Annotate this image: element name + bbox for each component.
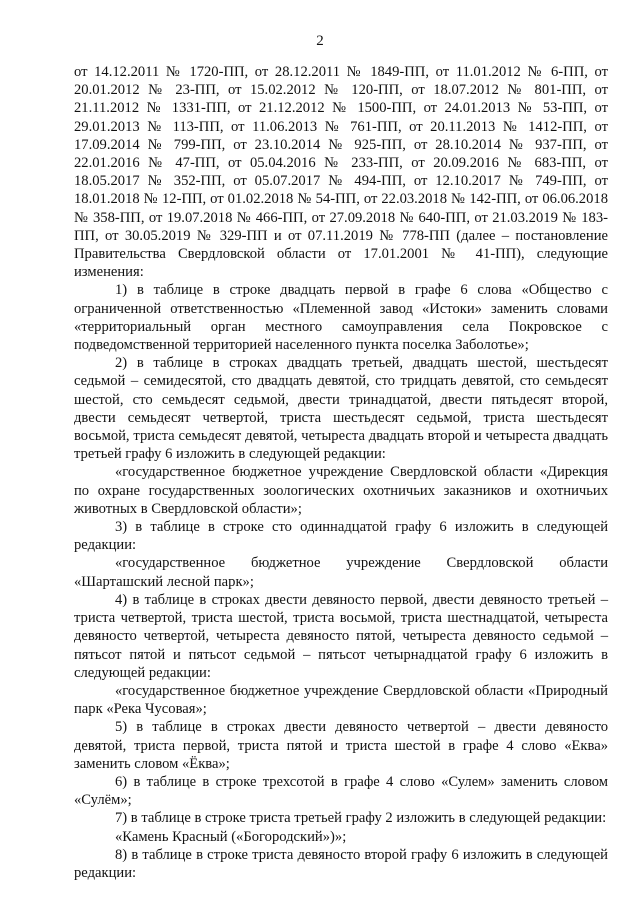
paragraph-item: 2) в таблице в строках двадцать третьей, двадцать шестой, шестьдесят седьмой – семидесятой, сто двадцать девятой, сто тридцать девятой, сто семьдесят шестой, сто семьдесят седьмой, двести тринадцатой, двести пятьдесят второй, двести семьдесят четвертой, триста шестьдесят седьмой, триста шестьдесят восьмой, триста семьдесят девятой, четыреста двадцать второй и четыреста двадцать третьей графу 6 изложить в следующей редакции: <box>74 355 608 463</box>
paragraph-item: 8) в таблице в строке триста девяносто второй графу 6 изложить в следующей редакции: <box>74 846 608 881</box>
paragraph-item: 3) в таблице в строке сто одиннадцатой графу 6 изложить в следующей редакции: <box>74 519 608 554</box>
page-number: 2 <box>316 33 324 49</box>
paragraph-amendments-list: от 14.12.2011 № 1720-ПП, от 28.12.2011 № 1849-ПП, от 11.01.2012 № 6-ПП, от 20.01.2012 № 23-ПП, от 15.02.2012 № 120-ПП, от 18.07.2012 № 801-ПП, от 21.11.2012 № 1331-ПП, от 21.12.2012 № 1500-ПП, от 24.01.2013 № 53-ПП, от 29.01.2013 № 113-ПП, от 11.06.2013 № 761-ПП, от 20.11.2013 № 1412-ПП, от 17.09.2014 № 799-ПП, от 23.10.2014 № 925-ПП, от 28.10.2014 № 937-ПП, от 22.01.2016 № 47-ПП, от 05.04.2016 № 233-ПП, от 20.09.2016 № 683-ПП, от 18.05.2017 № 352-ПП, от 05.07.2017 № 494-ПП, от 12.10.2017 № 749-ПП, от 18.01.2018 № 12-ПП, от 01.02.2018 № 54-ПП, от 22.03.2018 № 142-ПП, от 06.06.2018 № 358-ПП, от 19.07.2018 № 466-ПП, от 27.09.2018 № 640-ПП, от 21.03.2019 № 183-ПП, от 30.05.2019 № 329-ПП и от 07.11.2019 № 778-ПП (далее – постановление Правительства Свердловской области от 17.01.2001 № 41-ПП), следующие изменения: <box>74 64 608 281</box>
paragraph-item: 1) в таблице в строке двадцать первой в графе 6 слова «Общество с ограниченной ответственностью «Племенной завод «Истоки» заменить словами «территориальный орган местного самоуправления села Покровское с подведомственной территорией населенного пункта поселка Заболотье»; <box>74 282 608 354</box>
document-body <box>74 63 608 882</box>
paragraph-item: 7) в таблице в строке триста третьей графу 2 изложить в следующей редакции: <box>115 810 607 827</box>
paragraph-item: «Камень Красный («Богородский»)»; <box>115 828 347 845</box>
paragraph-item: «государственное бюджетное учреждение Свердловской области «Природный парк «Река Чусовая»; <box>74 682 608 718</box>
paragraph-item: «государственное бюджетное учреждение Свердловской области «Дирекция по охране государственных зоологических охотничьих заказников и охотничьих животных в Свердловской области»; <box>74 464 608 517</box>
paragraph-item: 4) в таблице в строках двести девяносто первой, двести девяносто третьей – триста четвертой, триста шестой, триста восьмой, триста шестнадцатой, четыреста девяносто четвертой, четыреста девяносто пятой, четыреста девяносто седьмой – пятьсот пятой и пятьсот седьмой – пятьсот четырнадцатой графу 6 изложить в следующей редакции: <box>74 591 608 681</box>
paragraph-item: 5) в таблице в строках двести девяносто четвертой – двести девяносто девятой, триста первой, триста пятой и триста шестой в графе 4 слово «Еква» заменить словом «Ёква»; <box>74 719 608 772</box>
paragraph-item: «государственное бюджетное учреждение Свердловской области «Шарташский лесной парк»; <box>74 555 608 590</box>
paragraph-item: 6) в таблице в строке трехсотой в графе 4 слово «Сулем» заменить словом «Сулём»; <box>74 773 608 809</box>
